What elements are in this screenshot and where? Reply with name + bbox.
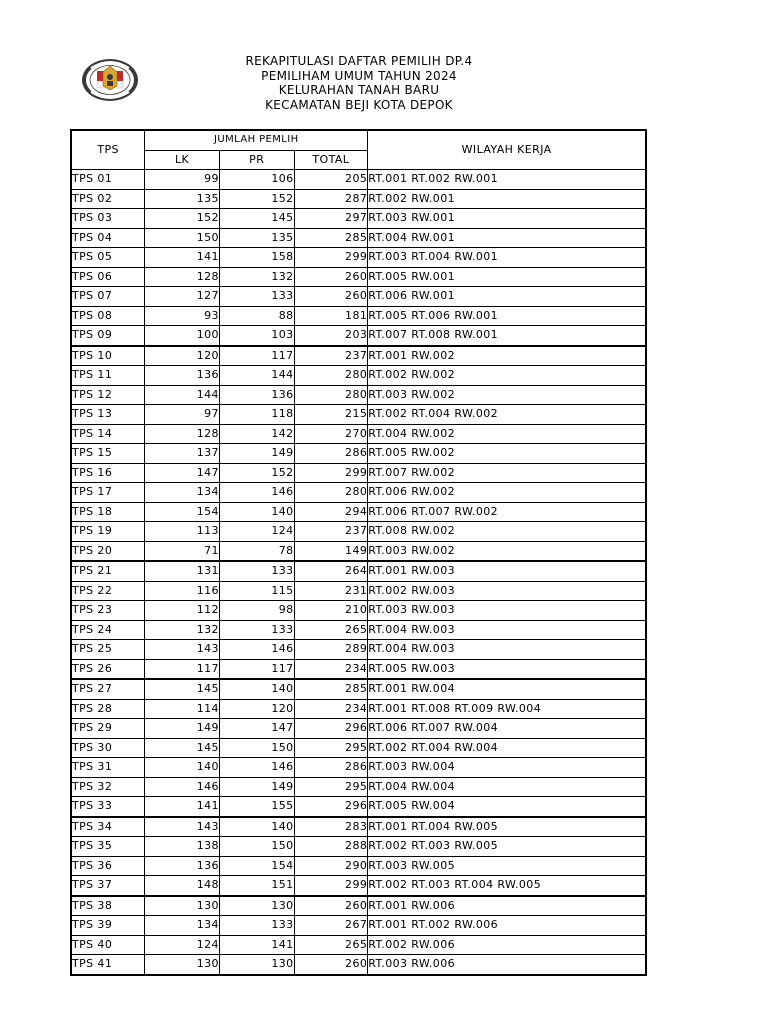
cell-tps: TPS 08 bbox=[71, 306, 145, 326]
cell-lk: 112 bbox=[145, 601, 220, 621]
cell-wilayah: RT.002 RW.006 bbox=[368, 935, 646, 955]
cell-tps: TPS 30 bbox=[71, 738, 145, 758]
cell-wilayah: RT.003 RW.002 bbox=[368, 541, 646, 561]
cell-wilayah: RT.003 RW.003 bbox=[368, 601, 646, 621]
cell-wilayah: RT.003 RW.004 bbox=[368, 758, 646, 778]
table-row bbox=[71, 581, 646, 601]
cell-lk: 134 bbox=[145, 916, 220, 936]
title-line-3: KELURAHAN TANAH BARU bbox=[278, 83, 440, 97]
cell-tps: TPS 25 bbox=[71, 640, 145, 660]
cell-total: 260 bbox=[294, 896, 368, 916]
cell-wilayah: RT.001 RW.006 bbox=[368, 896, 646, 916]
cell-total: 205 bbox=[294, 170, 368, 190]
table-row bbox=[71, 659, 646, 679]
table-row bbox=[71, 758, 646, 778]
cell-wilayah: RT.003 RW.005 bbox=[368, 856, 646, 876]
cell-lk: 116 bbox=[145, 581, 220, 601]
cell-total: 283 bbox=[294, 817, 368, 837]
cell-tps: TPS 35 bbox=[71, 837, 145, 857]
cell-lk: 136 bbox=[145, 856, 220, 876]
cell-wilayah: RT.002 RW.002 bbox=[368, 366, 646, 386]
cell-lk: 141 bbox=[145, 248, 220, 268]
cell-pr: 142 bbox=[219, 424, 294, 444]
table-row bbox=[71, 896, 646, 916]
table-row bbox=[71, 385, 646, 405]
cell-pr: 147 bbox=[219, 719, 294, 739]
cell-total: 287 bbox=[294, 189, 368, 209]
cell-lk: 154 bbox=[145, 502, 220, 522]
cell-wilayah: RT.008 RW.002 bbox=[368, 522, 646, 542]
title-line-4: KECAMATAN BEJI KOTA DEPOK bbox=[265, 97, 453, 112]
cell-wilayah: RT.004 RW.004 bbox=[368, 777, 646, 797]
cell-total: 280 bbox=[294, 483, 368, 503]
cell-pr: 130 bbox=[219, 955, 294, 975]
cell-total: 181 bbox=[294, 306, 368, 326]
cell-tps: TPS 40 bbox=[71, 935, 145, 955]
cell-total: 295 bbox=[294, 777, 368, 797]
cell-wilayah: RT.005 RW.003 bbox=[368, 659, 646, 679]
table-row bbox=[71, 522, 646, 542]
cell-pr: 145 bbox=[219, 209, 294, 229]
cell-wilayah: RT.001 RT.002 RW.001 bbox=[368, 170, 646, 190]
cell-wilayah: RT.001 RW.002 bbox=[368, 346, 646, 366]
table-row bbox=[71, 424, 646, 444]
table-row bbox=[71, 189, 646, 209]
cell-pr: 133 bbox=[219, 620, 294, 640]
cell-lk: 93 bbox=[145, 306, 220, 326]
cell-pr: 120 bbox=[219, 699, 294, 719]
table-row bbox=[71, 541, 646, 561]
cell-pr: 117 bbox=[219, 346, 294, 366]
cell-wilayah: RT.002 RT.004 RW.004 bbox=[368, 738, 646, 758]
cell-pr: 144 bbox=[219, 366, 294, 386]
cell-total: 260 bbox=[294, 267, 368, 287]
cell-wilayah: RT.007 RW.002 bbox=[368, 463, 646, 483]
cell-pr: 141 bbox=[219, 935, 294, 955]
table-row bbox=[71, 306, 646, 326]
title-line-2: PEMILIHAM UMUM TAHUN 2024 bbox=[261, 68, 457, 83]
cell-tps: TPS 09 bbox=[71, 326, 145, 346]
cell-tps: TPS 28 bbox=[71, 699, 145, 719]
cell-tps: TPS 01 bbox=[71, 170, 145, 190]
table-row bbox=[71, 916, 646, 936]
table-row bbox=[71, 248, 646, 268]
table-row bbox=[71, 738, 646, 758]
cell-wilayah: RT.003 RW.001 bbox=[368, 209, 646, 229]
cell-wilayah: RT.005 RW.001 bbox=[368, 267, 646, 287]
document-title bbox=[200, 54, 518, 112]
cell-total: 296 bbox=[294, 797, 368, 817]
cell-tps: TPS 17 bbox=[71, 483, 145, 503]
table-row bbox=[71, 444, 646, 464]
cell-tps: TPS 10 bbox=[71, 346, 145, 366]
cell-lk: 128 bbox=[145, 267, 220, 287]
cell-total: 280 bbox=[294, 385, 368, 405]
cell-lk: 131 bbox=[145, 561, 220, 581]
cell-wilayah: RT.004 RW.002 bbox=[368, 424, 646, 444]
cell-lk: 124 bbox=[145, 935, 220, 955]
cell-lk: 100 bbox=[145, 326, 220, 346]
cell-tps: TPS 22 bbox=[71, 581, 145, 601]
cell-wilayah: RT.005 RT.006 RW.001 bbox=[368, 306, 646, 326]
cell-wilayah: RT.005 RW.004 bbox=[368, 797, 646, 817]
cell-tps: TPS 39 bbox=[71, 916, 145, 936]
cell-tps: TPS 06 bbox=[71, 267, 145, 287]
header-lk: LK bbox=[145, 150, 220, 170]
cell-total: 210 bbox=[294, 601, 368, 621]
cell-wilayah: RT.006 RW.002 bbox=[368, 483, 646, 503]
table-row bbox=[71, 405, 646, 425]
cell-lk: 132 bbox=[145, 620, 220, 640]
cell-total: 203 bbox=[294, 326, 368, 346]
cell-lk: 97 bbox=[145, 405, 220, 425]
cell-pr: 117 bbox=[219, 659, 294, 679]
cell-pr: 151 bbox=[219, 876, 294, 896]
cell-pr: 140 bbox=[219, 679, 294, 699]
cell-total: 215 bbox=[294, 405, 368, 425]
cell-lk: 127 bbox=[145, 287, 220, 307]
cell-pr: 98 bbox=[219, 601, 294, 621]
cell-total: 260 bbox=[294, 287, 368, 307]
table-row bbox=[71, 326, 646, 346]
cell-tps: TPS 26 bbox=[71, 659, 145, 679]
cell-wilayah: RT.003 RT.004 RW.001 bbox=[368, 248, 646, 268]
cell-total: 234 bbox=[294, 659, 368, 679]
cell-pr: 88 bbox=[219, 306, 294, 326]
cell-pr: 78 bbox=[219, 541, 294, 561]
header-total: TOTAL bbox=[294, 150, 368, 170]
cell-pr: 133 bbox=[219, 561, 294, 581]
cell-total: 297 bbox=[294, 209, 368, 229]
cell-wilayah: RT.003 RW.006 bbox=[368, 955, 646, 975]
title-line-1: REKAPITULASI DAFTAR PEMILIH DP.4 bbox=[245, 54, 473, 68]
cell-tps: TPS 18 bbox=[71, 502, 145, 522]
table-row bbox=[71, 601, 646, 621]
cell-wilayah: RT.004 RW.003 bbox=[368, 620, 646, 640]
cell-tps: TPS 27 bbox=[71, 679, 145, 699]
cell-wilayah: RT.006 RW.001 bbox=[368, 287, 646, 307]
cell-tps: TPS 13 bbox=[71, 405, 145, 425]
cell-total: 237 bbox=[294, 522, 368, 542]
cell-lk: 145 bbox=[145, 738, 220, 758]
cell-total: 295 bbox=[294, 738, 368, 758]
cell-tps: TPS 07 bbox=[71, 287, 145, 307]
cell-pr: 152 bbox=[219, 189, 294, 209]
cell-pr: 154 bbox=[219, 856, 294, 876]
cell-lk: 117 bbox=[145, 659, 220, 679]
cell-tps: TPS 15 bbox=[71, 444, 145, 464]
cell-total: 299 bbox=[294, 248, 368, 268]
cell-wilayah: RT.001 RW.004 bbox=[368, 679, 646, 699]
cell-wilayah: RT.002 RT.003 RW.005 bbox=[368, 837, 646, 857]
cell-lk: 143 bbox=[145, 640, 220, 660]
cell-total: 289 bbox=[294, 640, 368, 660]
table-row bbox=[71, 777, 646, 797]
cell-lk: 143 bbox=[145, 817, 220, 837]
cell-tps: TPS 29 bbox=[71, 719, 145, 739]
cell-wilayah: RT.007 RT.008 RW.001 bbox=[368, 326, 646, 346]
cell-total: 290 bbox=[294, 856, 368, 876]
cell-total: 260 bbox=[294, 955, 368, 975]
table-row bbox=[71, 719, 646, 739]
cell-lk: 138 bbox=[145, 837, 220, 857]
cell-total: 294 bbox=[294, 502, 368, 522]
cell-tps: TPS 38 bbox=[71, 896, 145, 916]
cell-lk: 71 bbox=[145, 541, 220, 561]
table-row bbox=[71, 640, 646, 660]
cell-lk: 146 bbox=[145, 777, 220, 797]
cell-lk: 147 bbox=[145, 463, 220, 483]
cell-total: 231 bbox=[294, 581, 368, 601]
cell-wilayah: RT.006 RT.007 RW.002 bbox=[368, 502, 646, 522]
cell-wilayah: RT.003 RW.002 bbox=[368, 385, 646, 405]
cell-tps: TPS 19 bbox=[71, 522, 145, 542]
table-row bbox=[71, 837, 646, 857]
cell-total: 234 bbox=[294, 699, 368, 719]
table-row bbox=[71, 267, 646, 287]
header-tps: TPS bbox=[71, 130, 145, 170]
cell-lk: 152 bbox=[145, 209, 220, 229]
table-row bbox=[71, 228, 646, 248]
cell-lk: 149 bbox=[145, 719, 220, 739]
cell-total: 149 bbox=[294, 541, 368, 561]
cell-tps: TPS 23 bbox=[71, 601, 145, 621]
cell-total: 299 bbox=[294, 876, 368, 896]
table-row bbox=[71, 287, 646, 307]
cell-total: 296 bbox=[294, 719, 368, 739]
table-row bbox=[71, 955, 646, 975]
cell-total: 286 bbox=[294, 758, 368, 778]
cell-tps: TPS 21 bbox=[71, 561, 145, 581]
cell-total: 264 bbox=[294, 561, 368, 581]
cell-wilayah: RT.002 RT.004 RW.002 bbox=[368, 405, 646, 425]
table-row bbox=[71, 876, 646, 896]
table-row bbox=[71, 209, 646, 229]
cell-pr: 149 bbox=[219, 444, 294, 464]
cell-pr: 140 bbox=[219, 817, 294, 837]
cell-pr: 132 bbox=[219, 267, 294, 287]
cell-lk: 120 bbox=[145, 346, 220, 366]
table-row bbox=[71, 502, 646, 522]
cell-total: 288 bbox=[294, 837, 368, 857]
table-row bbox=[71, 463, 646, 483]
cell-pr: 158 bbox=[219, 248, 294, 268]
cell-total: 237 bbox=[294, 346, 368, 366]
table-row bbox=[71, 346, 646, 366]
table-row bbox=[71, 366, 646, 386]
cell-tps: TPS 36 bbox=[71, 856, 145, 876]
cell-tps: TPS 14 bbox=[71, 424, 145, 444]
cell-total: 267 bbox=[294, 916, 368, 936]
cell-tps: TPS 03 bbox=[71, 209, 145, 229]
cell-lk: 130 bbox=[145, 955, 220, 975]
cell-wilayah: RT.006 RT.007 RW.004 bbox=[368, 719, 646, 739]
cell-lk: 140 bbox=[145, 758, 220, 778]
cell-lk: 148 bbox=[145, 876, 220, 896]
cell-wilayah: RT.004 RW.003 bbox=[368, 640, 646, 660]
cell-lk: 137 bbox=[145, 444, 220, 464]
header-jumlah-pemilih: JUMLAH PEMLIH bbox=[145, 130, 368, 150]
table-row bbox=[71, 561, 646, 581]
cell-wilayah: RT.001 RT.004 RW.005 bbox=[368, 817, 646, 837]
cell-tps: TPS 05 bbox=[71, 248, 145, 268]
cell-tps: TPS 34 bbox=[71, 817, 145, 837]
cell-lk: 128 bbox=[145, 424, 220, 444]
table-row bbox=[71, 699, 646, 719]
cell-tps: TPS 02 bbox=[71, 189, 145, 209]
table-row bbox=[71, 170, 646, 190]
cell-pr: 103 bbox=[219, 326, 294, 346]
table-row bbox=[71, 856, 646, 876]
cell-tps: TPS 33 bbox=[71, 797, 145, 817]
cell-wilayah: RT.001 RW.003 bbox=[368, 561, 646, 581]
cell-pr: 135 bbox=[219, 228, 294, 248]
cell-pr: 130 bbox=[219, 896, 294, 916]
table-row bbox=[71, 483, 646, 503]
cell-pr: 124 bbox=[219, 522, 294, 542]
cell-pr: 152 bbox=[219, 463, 294, 483]
cell-total: 285 bbox=[294, 679, 368, 699]
cell-pr: 149 bbox=[219, 777, 294, 797]
table-body bbox=[71, 170, 646, 975]
cell-pr: 150 bbox=[219, 738, 294, 758]
table-row bbox=[71, 620, 646, 640]
cell-tps: TPS 31 bbox=[71, 758, 145, 778]
cell-pr: 106 bbox=[219, 170, 294, 190]
cell-wilayah: RT.002 RW.001 bbox=[368, 189, 646, 209]
cell-lk: 141 bbox=[145, 797, 220, 817]
cell-total: 285 bbox=[294, 228, 368, 248]
cell-tps: TPS 16 bbox=[71, 463, 145, 483]
cell-lk: 99 bbox=[145, 170, 220, 190]
cell-wilayah: RT.002 RT.003 RT.004 RW.005 bbox=[368, 876, 646, 896]
cell-pr: 155 bbox=[219, 797, 294, 817]
cell-pr: 146 bbox=[219, 640, 294, 660]
cell-tps: TPS 20 bbox=[71, 541, 145, 561]
cell-total: 280 bbox=[294, 366, 368, 386]
cell-wilayah: RT.002 RW.003 bbox=[368, 581, 646, 601]
cell-wilayah: RT.005 RW.002 bbox=[368, 444, 646, 464]
cell-lk: 135 bbox=[145, 189, 220, 209]
cell-wilayah: RT.004 RW.001 bbox=[368, 228, 646, 248]
cell-lk: 130 bbox=[145, 896, 220, 916]
cell-total: 299 bbox=[294, 463, 368, 483]
cell-tps: TPS 12 bbox=[71, 385, 145, 405]
table-row bbox=[71, 817, 646, 837]
cell-total: 270 bbox=[294, 424, 368, 444]
cell-total: 265 bbox=[294, 935, 368, 955]
cell-wilayah: RT.001 RT.002 RW.006 bbox=[368, 916, 646, 936]
cell-tps: TPS 04 bbox=[71, 228, 145, 248]
cell-pr: 118 bbox=[219, 405, 294, 425]
cell-lk: 136 bbox=[145, 366, 220, 386]
cell-pr: 146 bbox=[219, 758, 294, 778]
table-row bbox=[71, 797, 646, 817]
voter-recap-table bbox=[70, 129, 647, 976]
cell-tps: TPS 32 bbox=[71, 777, 145, 797]
cell-pr: 115 bbox=[219, 581, 294, 601]
header-wilayah-kerja: WILAYAH KERJA bbox=[368, 130, 646, 170]
cell-lk: 134 bbox=[145, 483, 220, 503]
cell-total: 265 bbox=[294, 620, 368, 640]
table-row bbox=[71, 679, 646, 699]
table-row bbox=[71, 935, 646, 955]
cell-pr: 146 bbox=[219, 483, 294, 503]
cell-wilayah: RT.001 RT.008 RT.009 RW.004 bbox=[368, 699, 646, 719]
cell-lk: 114 bbox=[145, 699, 220, 719]
header-pr: PR bbox=[219, 150, 294, 170]
cell-pr: 140 bbox=[219, 502, 294, 522]
cell-tps: TPS 37 bbox=[71, 876, 145, 896]
cell-pr: 133 bbox=[219, 916, 294, 936]
cell-tps: TPS 41 bbox=[71, 955, 145, 975]
kpu-emblem-icon bbox=[81, 58, 139, 102]
cell-pr: 136 bbox=[219, 385, 294, 405]
cell-lk: 113 bbox=[145, 522, 220, 542]
cell-pr: 133 bbox=[219, 287, 294, 307]
cell-total: 286 bbox=[294, 444, 368, 464]
cell-lk: 145 bbox=[145, 679, 220, 699]
cell-lk: 144 bbox=[145, 385, 220, 405]
cell-tps: TPS 11 bbox=[71, 366, 145, 386]
cell-lk: 150 bbox=[145, 228, 220, 248]
cell-pr: 150 bbox=[219, 837, 294, 857]
cell-tps: TPS 24 bbox=[71, 620, 145, 640]
